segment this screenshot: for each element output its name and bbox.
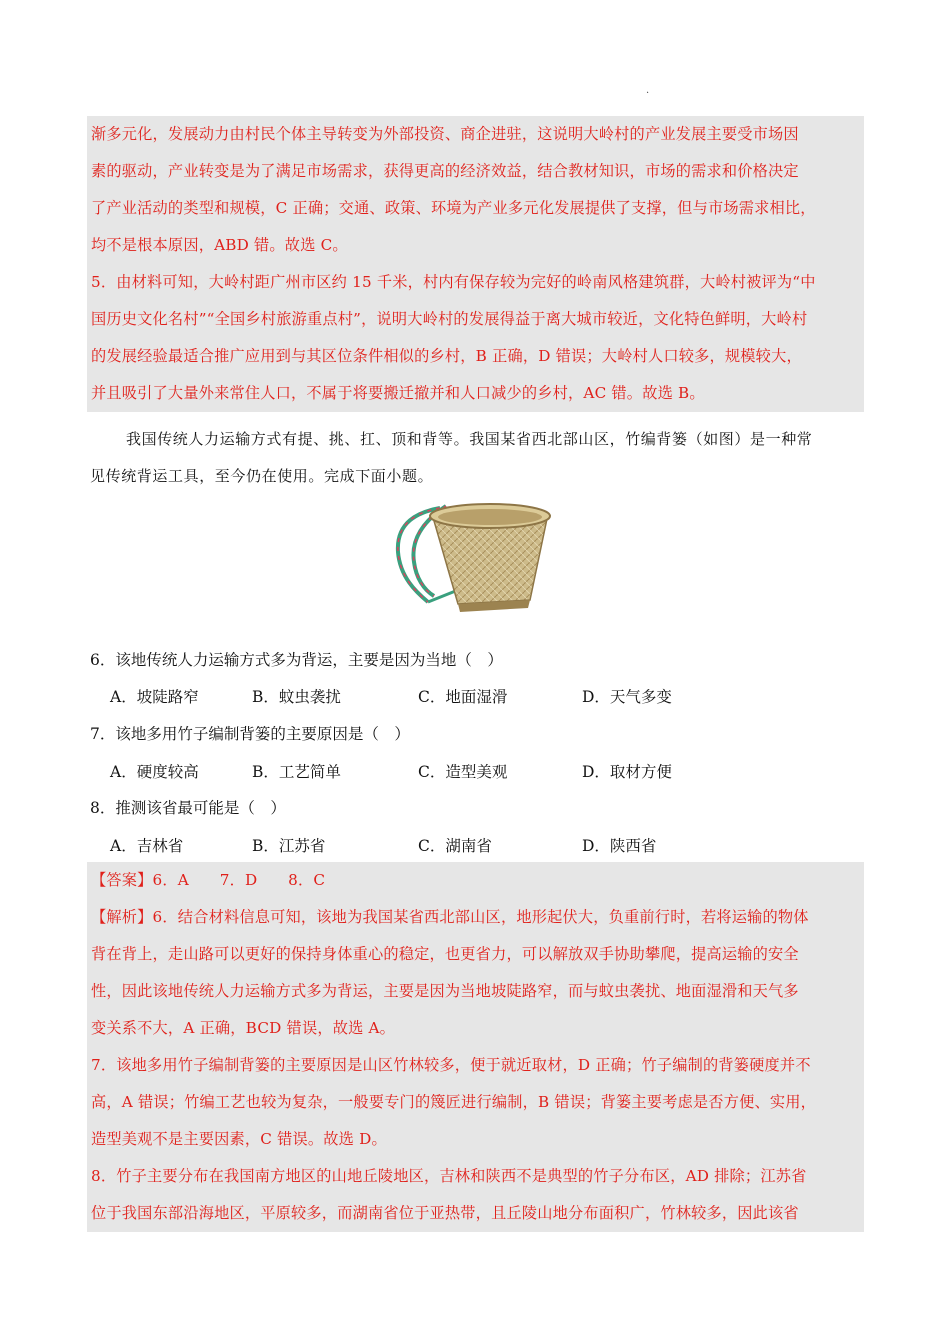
analysis-line: 变关系不大，A 正确，BCD 错误，故选 A。 xyxy=(91,1019,396,1037)
option-b: B．蚊虫袭扰 xyxy=(252,688,341,706)
explanation-line: 了产业活动的类型和规模，C 正确；交通、政策、环境为产业多元化发展提供了支撑，但与市场需求相比， xyxy=(91,199,816,217)
header-mark: · xyxy=(646,88,650,99)
option-b: B．工艺简单 xyxy=(252,763,341,781)
option-c: C．湖南省 xyxy=(418,837,492,855)
explanation-line: 5．由材料可知，大岭村距广州市区约 15 千米，村内有保存较为完好的岭南风格建筑群，大岭村被评为“中 xyxy=(91,273,816,291)
option-d: D．天气多变 xyxy=(582,688,672,706)
material-intro xyxy=(90,421,864,495)
question-6-stem: 6．该地传统人力运输方式多为背运，主要是因为当地（ ） xyxy=(90,651,503,669)
option-c: C．地面湿滑 xyxy=(418,688,508,706)
option-d: D．取材方便 xyxy=(582,763,672,781)
explanation-line: 的发展经验最适合推广应用到与其区位条件相似的乡村，B 正确，D 错误；大岭村人口较多，规模较大， xyxy=(91,347,802,365)
answer-line: 【答案】6．A 7．D 8．C xyxy=(91,871,326,889)
analysis-line: 7．该地多用竹子编制背篓的主要原因是山区竹林较多，便于就近取材，D 正确；竹子编制的背篓硬度并不 xyxy=(91,1056,811,1074)
intro-line: 见传统背运工具，至今仍在使用。完成下面小题。 xyxy=(90,467,434,485)
answer-analysis-block xyxy=(87,862,864,1232)
explanation-line: 素的驱动，产业转变是为了满足市场需求，获得更高的经济效益，结合教材知识，市场的需求和价格决定 xyxy=(91,162,799,180)
question-7-stem: 7．该地多用竹子编制背篓的主要原因是（ ） xyxy=(90,725,410,743)
bamboo-basket-image xyxy=(388,492,554,614)
analysis-line: 造型美观不是主要因素，C 错误。故选 D。 xyxy=(91,1130,387,1148)
option-b: B．江苏省 xyxy=(252,837,326,855)
analysis-line: 【解析】6．结合材料信息可知，该地为我国某省西北部山区，地形起伏大，负重前行时，若将运输的物体 xyxy=(91,908,809,926)
analysis-line: 8．竹子主要分布在我国南方地区的山地丘陵地区，吉林和陕西不是典型的竹子分布区，AD 排除；江苏省 xyxy=(91,1167,807,1185)
question-8-stem: 8．推测该省最可能是（ ） xyxy=(90,799,286,817)
explanation-block-4-5 xyxy=(87,116,864,412)
analysis-line: 高，A 错误；竹编工艺也较为复杂，一般要专门的篾匠进行编制，B 错误；背篓主要考虑是否方便、实用， xyxy=(91,1093,817,1111)
option-c: C．造型美观 xyxy=(418,763,508,781)
analysis-line: 位于我国东部沿海地区，平原较多，而湖南省位于亚热带，且丘陵山地分布面积广，竹林较多，因此该省 xyxy=(91,1204,799,1222)
option-a: A．吉林省 xyxy=(110,837,184,855)
option-a: A．硬度较高 xyxy=(110,763,199,781)
explanation-line: 国历史文化名村”“全国乡村旅游重点村”，说明大岭村的发展得益于离大城市较近，文化特色鲜明，大岭村 xyxy=(91,310,808,328)
explanation-line: 均不是根本原因，ABD 错。故选 C。 xyxy=(91,236,348,254)
option-d: D．陕西省 xyxy=(582,837,657,855)
analysis-line: 性，因此该地传统人力运输方式多为背运，主要是因为当地坡陡路窄，而与蚊虫袭扰、地面湿滑和天气多 xyxy=(91,982,799,1000)
option-a: A．坡陡路窄 xyxy=(110,688,199,706)
intro-line: 我国传统人力运输方式有提、挑、扛、顶和背等。我国某省西北部山区，竹编背篓（如图）是一种常 xyxy=(126,430,813,448)
analysis-line: 背在背上，走山路可以更好的保持身体重心的稳定，也更省力，可以解放双手协助攀爬，提高运输的安全 xyxy=(91,945,799,963)
explanation-line: 并且吸引了大量外来常住人口，不属于将要搬迁撤并和人口减少的乡村，AC 错。故选 B。 xyxy=(91,384,705,402)
explanation-line: 渐多元化，发展动力由村民个体主导转变为外部投资、商企进驻，这说明大岭村的产业发展主要受市场因 xyxy=(91,125,799,143)
